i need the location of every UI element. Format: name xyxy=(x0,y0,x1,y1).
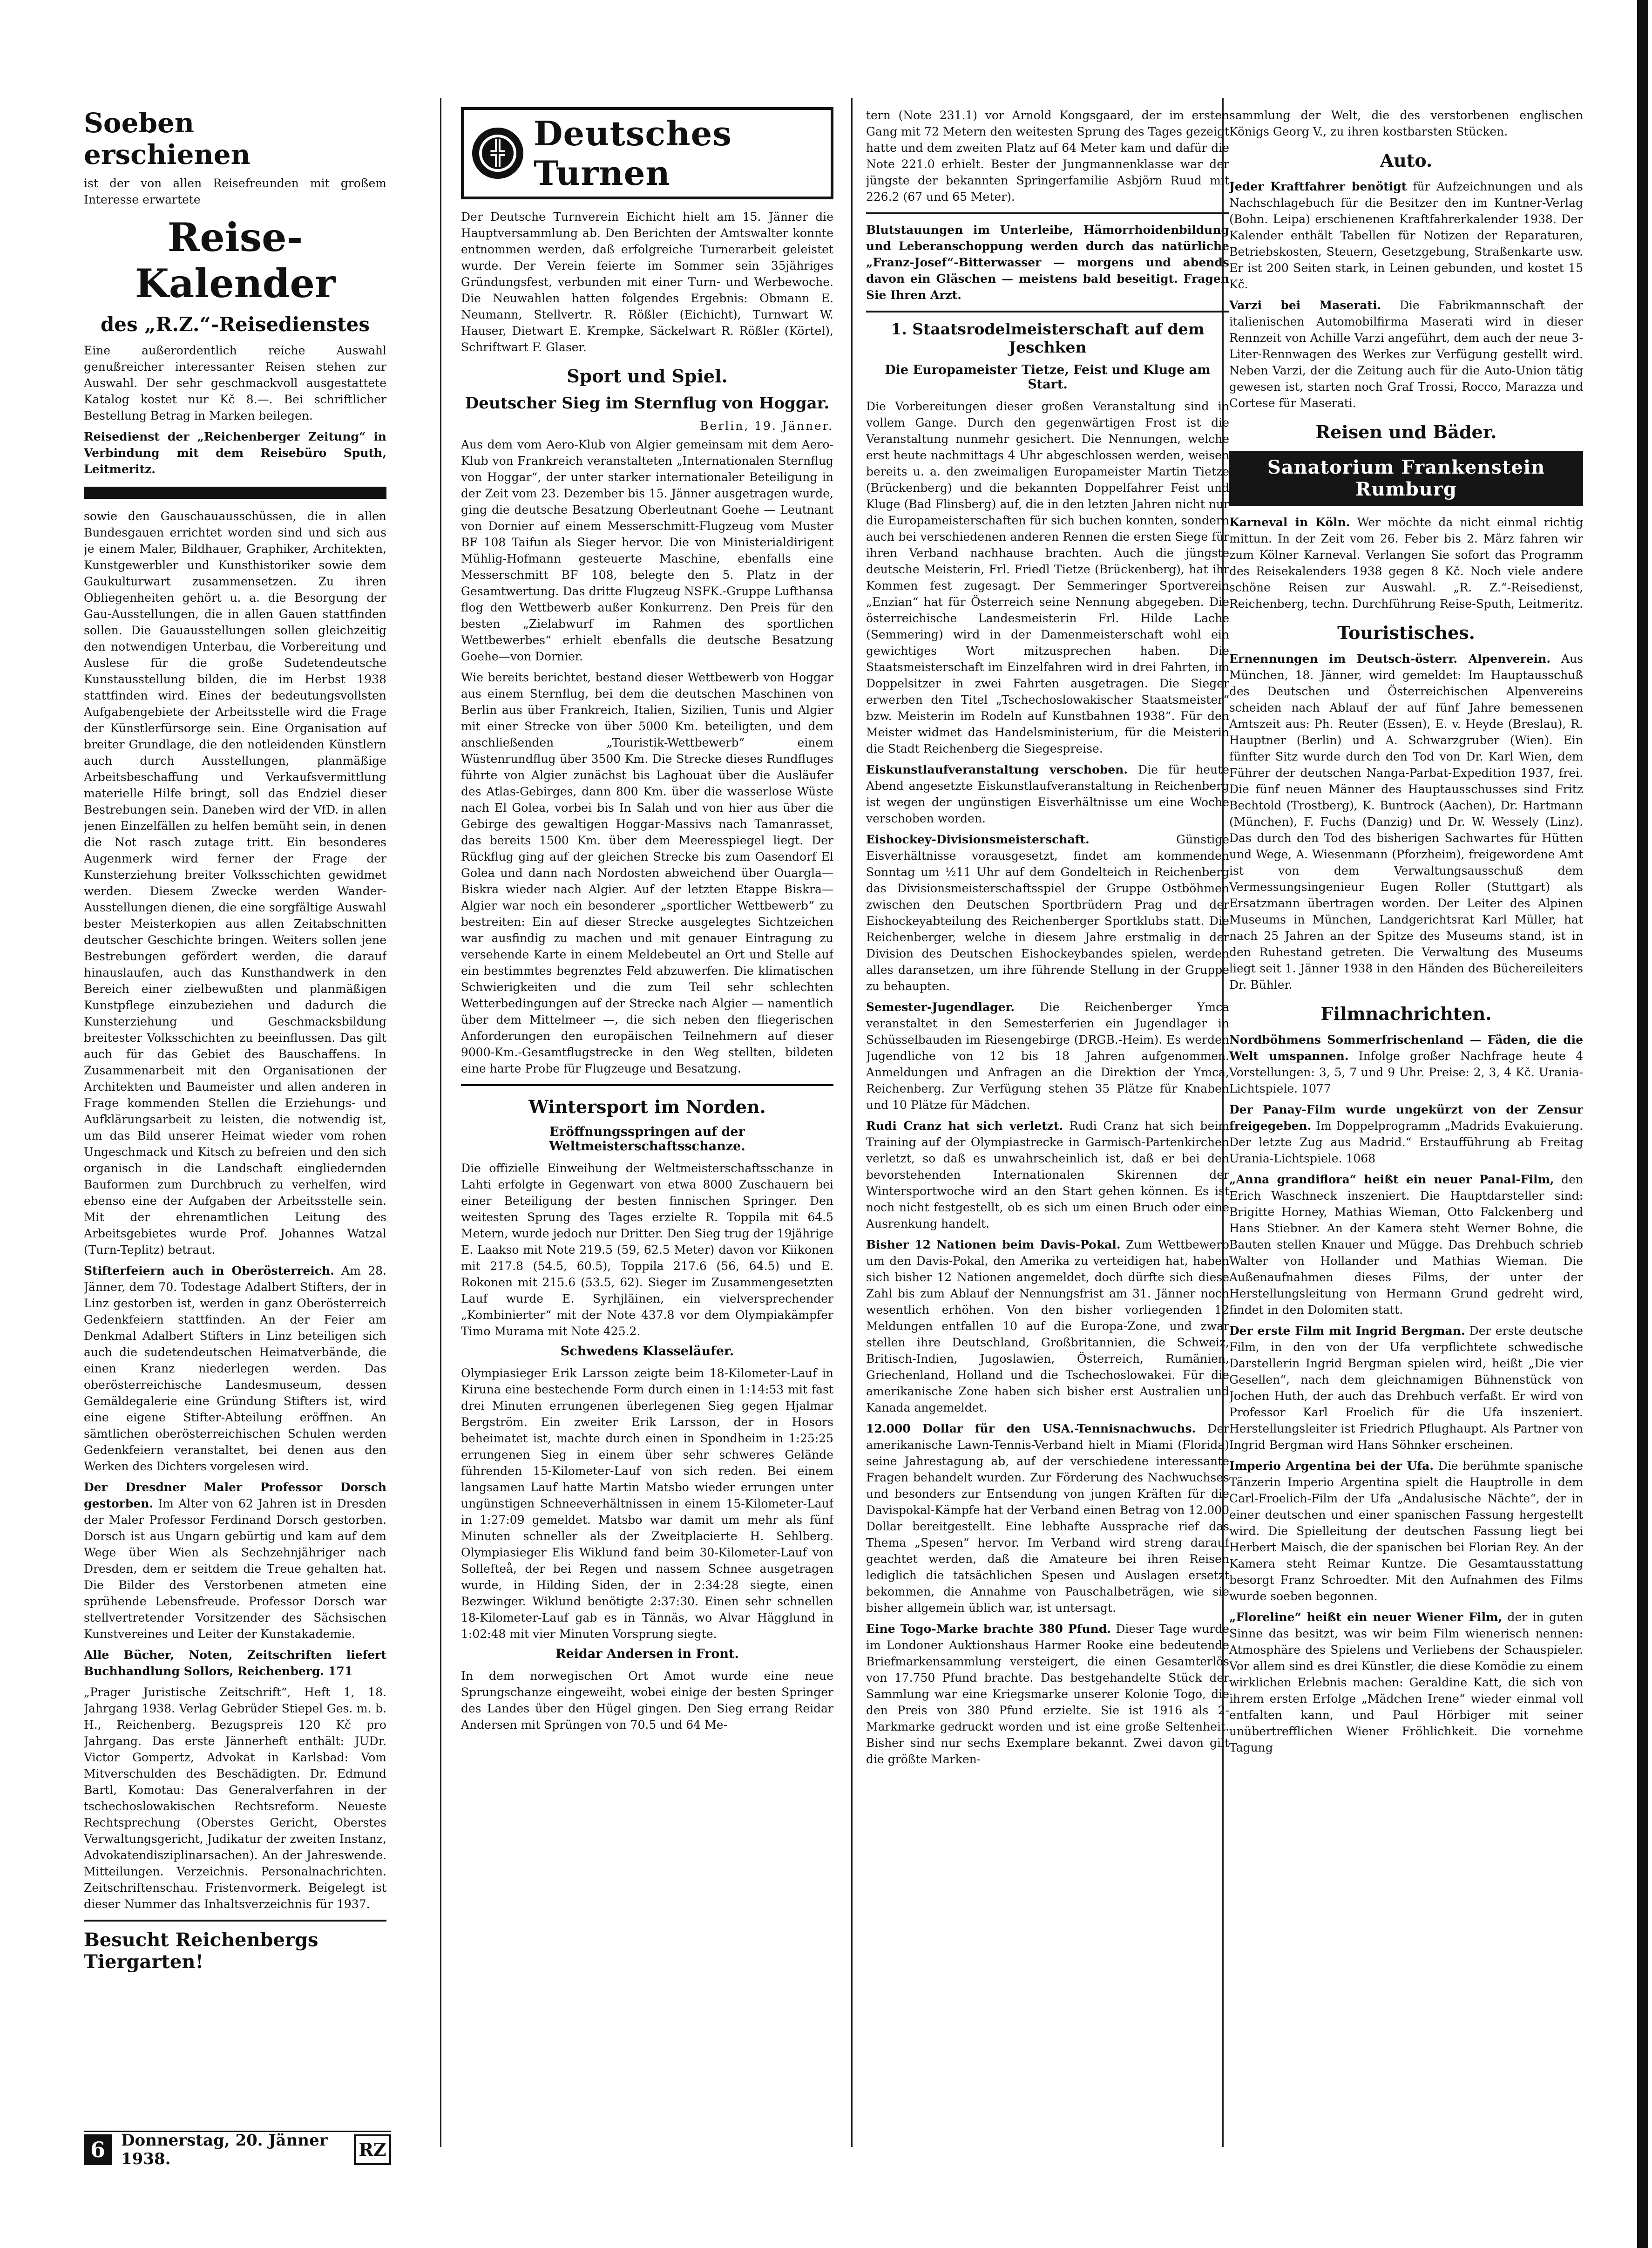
film-news-5-body: Die berühmte spanische Tänzerin Imperio Argentina spielt die Hauptrolle in dem Carl-Froelich-Film der Ufa „Andalusische Nächte“, der in einer deutschen und einer spanischen Fassung hergestellt wird. Die Spielleitung der deutschen Fassung liegt bei Herbert Maisch, die der spanischen bei Florian Rey. An der Kamera steht Reimar Kuntze. Die Gesamtausstattung besorgt Franz Schroedter. Mit den Aufnahmen des Films wurde soeben begonnen. xyxy=(1229,1459,1583,1603)
film-news-5-heading: Imperio Argentina bei der Ufa. xyxy=(1229,1459,1434,1473)
news-varzi-heading: Varzi bei Maserati. xyxy=(1229,299,1381,312)
separator-bar xyxy=(84,487,386,499)
film-news-3-heading: „Anna grandiflora“ heißt ein neuer Panal-Film, xyxy=(1229,1173,1554,1186)
section-title-film: Filmnachrichten. xyxy=(1320,1003,1492,1024)
column-rule xyxy=(851,98,853,2147)
issue-date: Donnerstag, 20. Jänner 1938. xyxy=(121,2131,328,2168)
headline-rodel: 1. Staatsrodelmeisterschaft auf dem Jeschken xyxy=(891,320,1205,356)
film-news-2-heading: Der Panay-Film wurde ungekürzt von der Zensur freigegeben. xyxy=(1229,1103,1583,1133)
headline-sternflug: Deutscher Sieg im Sternflug von Hoggar. xyxy=(465,394,830,413)
news-eiskunstlauf-body: Die für heute Abend angesetzte Eiskunstlaufveranstaltung in Reichenberg ist wegen der ungünstigen Eisverhältnisse um eine Woche verschoben worden. xyxy=(866,763,1229,825)
news-cranz-body: Rudi Cranz hat sich beim Training auf der Olympiastrecke in Garmisch-Partenkirchen verletzt, so daß es unwahrscheinlich ist, daß er bei den bevorstehenden Internationalen Skirennen der Wintersportwoche wird an den Start gehen können. Es ist noch nicht festgestellt, ob es sich um einen Bruch oder eine Ausrenkung handelt. xyxy=(866,1119,1229,1230)
news-eishockey-body: Günstige Eisverhältnisse vorausgesetzt, findet am kommenden Sonntag um ½11 Uhr auf dem Gondelteich in Reichenberg das Divisionsmeisterschaftsspiel der Gruppe Ostböhmen zwischen den Deutschen Sportbrüdern Prag und der Eishockeyabteilung des Reichenberger Sportklubs statt. Die Reichenberger, welche in diesem Jahre erstmalig in der Division des Deutschen Eishockeybandes spielen, werden alles daransetzen, um ihre führende Stellung in der Gruppe zu behaupten. xyxy=(866,833,1229,993)
ad-title: Reise-Kalender xyxy=(135,214,336,306)
ad-intro: ist der von allen Reisefreunden mit großem Interesse erwartete xyxy=(84,177,386,206)
separator-line xyxy=(866,311,1229,312)
news-karneval-heading: Karneval in Köln. xyxy=(1229,516,1350,529)
ad-heading-erschienen: erschienen xyxy=(84,139,251,170)
news-karneval-body: Wer möchte da nicht einmal richtig mittun. In der Zeit vom 26. Feber bis 2. März fahren wir zum Kölner Karneval. Verlangen Sie sofort das Programm des Reisekalenders 1938 gegen 8 Kč. Noch viele andere schöne Reisen zur Auswahl. „R. Z.“-Reisedienst, Reichenberg, techn. Durchführung Reise-Sputh, Leitmeritz. xyxy=(1229,516,1583,611)
column-3 xyxy=(866,107,1229,2203)
column-1 xyxy=(84,107,386,2119)
article-lahti: Die offizielle Einweihung der Weltmeisterschaftsschanze in Lahti erfolgte in Gegenwart von etwa 8000 Zuschauern bei einer Beteiligung der besten finnischen Springer. Den weitesten Sprung des Tages erzielte R. Toppila mit 64.5 Metern, wurde jedoch nur Dritter. Den Sieg trug der 19jährige E. Laakso mit Note 219.5 (59, 62.5 Meter) davon vor Kiikonen mit 217.8 (54.5, 60.5), Toppila 217.6 (56, 64.5) und E. Rokonen mit 215.6 (53.5, 62). Sieger im Zusammengesetzten Lauf wurde E. Syrhjläinen, ein vielversprechender „Kombinierter“ mit der Note 437.8 vor dem Olympiakämpfer Timo Murama mit Note 425.2. xyxy=(461,1161,833,1338)
news-varzi-body: Die Fabrikmannschaft der italienischen Automobilfirma Maserati wird in dieser Rennzeit von Achille Varzi angeführt, dem auch der neue 3-Liter-Rennwagen des Werkes zur Verfügung gestellt wird. Neben Varzi, der die Zeitung auch für die Auto-Union tätig gewesen ist, starten noch Graf Trossi, Rocco, Marazza und Cortese für Maserati. xyxy=(1229,299,1583,410)
news-togo-heading: Eine Togo-Marke brachte 380 Pfund. xyxy=(866,1622,1111,1636)
article-togo-cont: sammlung der Welt, die des verstorbenen englischen Königs Georg V., zu ihren kostbarsten Stücken. xyxy=(1229,109,1583,138)
ad-heading-soeben: Soeben xyxy=(84,107,195,139)
news-jugendlager-body: Die Reichenberger Ymca veranstaltet in den Semesterferien ein Jugendlager in Schüsselbauden im Riesengebirge (DRGB.-Heim). Es werden Jugendliche von 12 bis 18 Jahren aufgenommen. Anmeldungen und Anfragen an die Direktion der Ymca, Reichenberg. Zur Verfügung stehen 35 Plätze für Knaben und 10 Plätze für Mädchen. xyxy=(866,1000,1229,1112)
notice-juristische-zeitschrift: „Prager Juristische Zeitschrift“, Heft 1, 18. Jahrgang 1938. Verlag Gebrüder Stiepel Ges. m. b. H., Reichenberg. Bezugspreis 120 Kč pro Jahrgang. Das erste Jännerheft enthält: JUDr. Victor Gompertz, Advokat in Karlsbad: Vom Mitverschulden des Beschädigten. Dr. Edmund Bartl, Komotau: Das Generalverfahren in der tschechoslowakischen Rechtsreform. Neueste Rechtsprechung (Oberstes Gericht, Oberstes Verwaltungsgericht, Judikatur der zweiten Instanz, Advokatendisziplinarsachen). An der Jahreswende. Mitteilungen. Verzeichnis. Personalnachrichten. Zeitschriftenschau. Fristenvormerk. Beigelegt ist dieser Nummer das Inhaltsverzeichnis für 1937. xyxy=(84,1685,386,1911)
article-sternflug-1: Aus dem vom Aero-Klub von Algier gemeinsam mit dem Aero-Klub von Frankreich veranstalteten „Internationalen Sternflug von Hoggar“, der unter starker internationaler Beteiligung in der Zeit vom 23. Dezember bis 15. Jänner ausgetragen wurde, ging die deutsche Besatzung Oberleutnant Goehe — Leutnant von Dornier auf einem Messerschmitt-Flugzeug vom Muster BF 108 Taifun als Sieger hervor. Die von Ministerialdirigent Mühlig-Hofmann gesteuerte Maschine, ebenfalls eine Messerschmitt BF 108, belegte den 5. Platz in der Gesamtwertung. Das dritte Flugzeug NSFK.-Gruppe Lufthansa flog den Wettbewerb außer Konkurrenz. Den Preis für den besten „Zielabwurf im Rahmen des sportlichen Wettbewerbes“ erhielt ebenfalls die deutsche Besatzung Goehe—von Dornier. xyxy=(461,438,833,663)
headline-wintersport: Wintersport im Norden. xyxy=(528,1096,766,1117)
film-news-1-body: Infolge großer Nachfrage heute 4 Vorstellungen: 3, 5, 7 und 9 Uhr. Preise: 2, 3, 4 Kč. Urania-Lichtspiele. 1077 xyxy=(1229,1049,1583,1095)
ad-body: Eine außerordentlich reiche Auswahl genußreicher interessanter Reisen stehen zur Auswahl. Der sehr geschmackvoll ausgestattete Katalog kostet nur Kč 8.—. Bei schriftlicher Bestellung Betrag in Marken beilegen. xyxy=(84,344,386,422)
news-eishockey-heading: Eishockey-Divisionsmeisterschaft. xyxy=(866,833,1090,846)
section-title-auto: Auto. xyxy=(1380,150,1433,171)
subhead-eroeffnungsspringen: Eröffnungsspringen auf der Weltmeisterschaftsschanze. xyxy=(549,1125,745,1154)
page-number: 6 xyxy=(84,2134,112,2165)
film-news-3-body: den Erich Waschneck inszeniert. Die Hauptdarsteller sind: Brigitte Horney, Mathias Wieman, Otto Falckenberg und Hans Stiebner. An der Kamera steht Werner Bohne, die Bauten stellen Knauer und Mügge. Das Drehbuch schrieb Walter von Hollander und Mathias Wieman. Die Außenaufnahmen dieses Films, der unter der Herstellungsleitung von Hermann Grund gedreht wird, findet in den Dolomiten statt. xyxy=(1229,1173,1583,1317)
film-news-1-heading: Nordböhmens Sommerfrischenland — Fäden, die die Welt umspannen. xyxy=(1229,1033,1583,1063)
article-rodel: Die Vorbereitungen dieser großen Veranstaltung sind in vollem Gange. Durch den gegenwärtigen Frost ist die Veranstaltung nunmehr gesichert. Die Nennungen, welche erst heute nachmittags 4 Uhr abgeschlossen werden, weisen bereits u. a. den zweimaligen Europameister Martin Tietze (Brückenberg) und die bekannten Doppelfahrer Feist und Kluge (Bad Flinsberg) auf, die in den letzten Jahren nicht nur die Europameisterschaften für sich buchen konnten, sondern auch bei verschiedenen anderen Rennen die ersten Siege für ihren Verband nachhause brachten. Auch die jüngste deutsche Meisterin, Frl. Friedl Tietze (Brückenberg), hat ihr Kommen fest zugesagt. Der Semmeringer Sportverein „Enzian“ hat für Österreich seine Nennung abgegeben. Die österreichische Landesmeisterin Frl. Hilde Lache (Semmering) wird in der Damenmeisterschaft wohl ein gewichtiges Wort mitzusprechen haben. Die Staatsmeisterschaft im Einzelfahren wird in drei Fahrten, im Doppelsitzer in zwei Fahrten ausgetragen. Die Sieger erwerben den Titel „Tschechoslowakischer Staatsmeister“ bzw. Meisterin im Rodeln auf Kunstbahnen 1938“. Für den Meister widmet das Handelsministerium, für die Meisterin die Stadt Reichenberg die Siegespreise. xyxy=(866,400,1229,755)
ad-sanatorium: Sanatorium Frankenstein Rumburg xyxy=(1229,451,1583,506)
section-title-turnen: Deutsches Turnen xyxy=(534,114,732,193)
news-davis-pokal-heading: Bisher 12 Nationen beim Davis-Pokal. xyxy=(866,1238,1121,1251)
article-kunst: sowie den Gauschauausschüssen, die in allen Bundesgauen errichtet worden sind und sich aus je einem Maler, Bildhauer, Graphiker, Architekten, Kunstgewerbler und Kunsthistoriker sowie dem Gaukulturwart zusammensetzen. Zu ihren Obliegenheiten gehört u. a. die Besorgung der Gau-Ausstellungen, die in allen Gauen stattfinden sollen. Die Gauausstellungen sollen gleichzeitig den notwendigen Unterbau, die Vorbereitung und Auslese für die große Sudetendeutsche Kunstausstellung bilden, die im Herbst 1938 stattfinden wird. Eines der bedeutungsvollsten Aufgabengebiete der Arbeitsstelle wird die Frage der Künstlerfürsorge sein. Eine Organisation auf breiter Grundlage, die den notleidenden Künstlern auch durch Ausstellungen, planmäßige Arbeitsbeschaffung und Verkaufsvermittlung materielle Hilfe bringt, soll das Endziel dieser Bestrebungen sein. Daneben wird der VfD. in allen jenen Einzelfällen zu helfen bemüht sein, in denen die Not rasch zutage tritt. Ein besonderes Augenmerk wird ferner der Frage der Kunsterziehung breiter Volksschichten gewidmet werden. Diesem Zwecke werden Wander-Ausstellungen dienen, die eine sorgfältige Auswahl bester Meisterkopien aus allen Zeitabschnitten deutscher Geschichte bringen. Weiters sollen jene Bestrebungen gefördert werden, die darauf hinauslaufen, auch das Kunsthandwerk in den Bereich einer zielbewußten und planmäßigen Kunstpflege einzubeziehen und dadurch die Kunsterziehung und Geschmacksbildung breitester Volksschichten zu beeinflussen. Das gilt auch für das Gebiet des Bauschaffens. In Zusammenarbeit mit den Organisationen der Architekten und Baumeister und allen anderen in Frage kommenden Stellen die Erziehungs- und Aufklärungsarbeit zu leisten, die notwendig ist, um das Bild unserer Heimat wieder vom rohen Ungeschmack und Kitsch zu befreien und den sich organisch in die Landschaft eingliedernden Bauformen zum Durchbruch zu verhelfen, wird ebenso eine der Aufgaben der Arbeitsstelle sein. Mit der ehrenamtlichen Leitung des Arbeitsgebietes wurde Prof. Johannes Watzal (Turn-Teplitz) betraut. xyxy=(84,509,386,1256)
section-title-reisen: Reisen und Bäder. xyxy=(1315,421,1497,442)
article-andersen-cont: tern (Note 231.1) vor Arnold Kongsgaard, der im ersten Gang mit 72 Metern den weitesten Sprung des Tages gezeigt hatte und dem zweiten Platz auf 64 Meter kam und dafür die Note 221.0 erhielt. Bester der Jungmannenklasse war der jüngste der bekannten Springerfamilie Asbjörn Ruud mit 226.2 (67 und 65 Meter). xyxy=(866,109,1229,204)
article-turnverein: Der Deutsche Turnverein Eichicht hielt am 15. Jänner die Hauptversammlung ab. Den Berichten der Amtswalter konnte entnommen werden, daß erfolgreiche Turnerarbeit geleistet wurde. Der Verein feierte im Sommer sein 35jähriges Gründungsfest, verbunden mit einer Turn- und Werbewoche. Die Neuwahlen hatten folgendes Ergebnis: Obmann E. Neumann, Stellvertr. R. Rößler (Eichicht), Turnwart W. Hauser, Dietwart E. Krempke, Säckelwart R. Rößler (Körtel), Schriftwart F. Glaser. xyxy=(461,210,833,354)
turnerkreuz-icon xyxy=(472,128,523,179)
rz-logo: RZ xyxy=(354,2134,391,2165)
separator-line xyxy=(866,212,1229,214)
news-cranz-heading: Rudi Cranz hat sich verletzt. xyxy=(866,1119,1063,1133)
news-jugendlager-heading: Semester-Jugendlager. xyxy=(866,1000,1015,1014)
ad-tiergarten: Besucht Reichenbergs Tiergarten! xyxy=(84,1929,318,1973)
news-alpenverein-body: Aus München, 18. Jänner, wird gemeldet: Im Hauptausschuß des Deutschen und Österreichischen Alpenvereins scheiden nach Ablauf der auf fünf Jahre bemessenen Amtszeit aus: Ph. Reuter (Essen), E. v. Heyde (Breslau), R. Hauptner (Berlin) und A. Schwarzgruber (Wien). Ein fünfter Sitz wurde durch den Tod von Dr. Karl Wien, dem Führer der deutschen Nanga-Parbat-Expedition 1937, frei. Die fünf neuen Männer des Hauptausschusses sind Fritz Bechtold (Trostberg), K. Buntrock (Aachen), Dr. Hartmann (München), F. Fuchs (Danzig) und Dr. W. Wessely (Linz). Das durch den Tod des bisherigen Sachwartes für Hütten und Wege, A. Wiesenmann (Pforzheim), freigewordene Amt ist von dem Verwaltungsausschuß dem Vermessungsingenieur Eugen Roller (Stuttgart) als Ersatzmann übertragen worden. Der Leiter des Alpinen Museums in München, Landgerichtsrat Karl Müller, hat nach 25 Jahren an der Spitze des Museums stand, ist in den Ruhestand getreten. Die Verwaltung des Museums liegt seit 1. Jänner 1938 in den Händen des Büchereileiters Dr. Bühler. xyxy=(1229,652,1583,992)
section-banner-turnen xyxy=(461,107,833,199)
article-andersen: In dem norwegischen Ort Amot wurde eine neue Sprungschanze eingeweiht, wobei einige der besten Springer des Landes über den Hügel gingen. Den Sieg errang Reidar Andersen mit Sprüngen von 70.5 und 64 Me- xyxy=(461,1669,833,1732)
article-dorsch-body: Im Alter von 62 Jahren ist in Dresden der Maler Professor Ferdinand Dorsch gestorben. Dorsch ist aus Ungarn gebürtig und kam auf dem Wege über Wien als Sechzehnjähriger nach Dresden, dem er seitdem die Treue gehalten hat. Die Bilder des Verstorbenen atmeten eine sprühende Lebensfreude. Professor Dorsch war stellvertretender Vorsitzender des Sächsischen Kunstvereines und Leiter der Kunstakademie. xyxy=(84,1497,386,1641)
subhead-rodel: Die Europameister Tietze, Feist und Kluge am Start. xyxy=(885,363,1211,392)
news-alpenverein-heading: Ernennungen im Deutsch-österr. Alpenverein. xyxy=(1229,652,1551,666)
news-tennis-heading: 12.000 Dollar für den USA.-Tennisnachwuchs. xyxy=(866,1422,1196,1435)
film-news-2-body: Im Doppelprogramm „Madrids Evakuierung. Der letzte Zug aus Madrid.“ Erstaufführung ab Freitag Urania-Lichtspiele. 1068 xyxy=(1229,1119,1583,1165)
article-larsson: Olympiasieger Erik Larsson zeigte beim 18-Kilometer-Lauf in Kiruna eine bestechende Form durch einen in 1:14:53 mit fast drei Minuten errungenen überlegenen Sieg gegen Hjalmar Bergström. Ein zweiter Erik Larsson, der in Hosors beheimatet ist, machte durch einen in Spondheim in 1:25:25 errungenen Sieg in einem über sehr schweres Gelände führenden 15-Kilometer-Lauf von sich reden. Bei einem langsamen Lauf hatte Martin Matsbo wieder errungen unter ungünstigen Schneeverhältnissen in einem 15-Kilometer-Lauf in 1:27:09 gemeldet. Matsbo war damit um mehr als fünf Minuten schneller als der Zweitplacierte H. Sehlberg. Olympiasieger Elis Wiklund fand beim 30-Kilometer-Lauf von Sollefteå, der bei Regen und nassem Schnee ausgetragen wurde, in Hilding Siden, der in 2:34:28 siegte, einen Bezwinger. Wiklund benötigte 2:37:30. Einen sehr schnellen 18-Kilometer-Lauf gab es in Tännäs, wo Alvar Hägglund in 1:02:48 mit vier Minuten Vorsprung siegte. xyxy=(461,1366,833,1641)
film-news-6-heading: „Floreline“ heißt ein neuer Wiener Film, xyxy=(1229,1610,1503,1624)
separator-line xyxy=(84,1920,386,1922)
ad-franz-josef: Blutstauungen im Unterleibe, Hämorrhoidenbildung und Leberanschoppung werden durch das natürliche „Franz-Josef“-Bitterwasser — morgens und abends davon ein Gläschen — meistens bald beseitigt. Fragen Sie Ihren Arzt. xyxy=(866,223,1229,302)
scan-edge-bar xyxy=(1637,0,1648,2248)
ad-reisekalender xyxy=(84,107,386,477)
news-davis-pokal-body: Zum Wettbewerb um den Davis-Pokal, den Amerika zu verteidigen hat, haben sich bisher 12 Nationen angemeldet, doch dürfte sich diese Zahl bis zum Ablauf der Nennungsfrist am 31. Jänner noch wesentlich erhöhen. Von den bisher vorliegenden 12 Meldungen entfallen 10 auf die Europa-Zone, und zwar stellen ihre Deutschland, Großbritannien, die Schweiz, Britisch-Indien, Jugoslawien, Österreich, Rumänien, Griechenland, Holland und die Tschechoslowakei. Für die amerikanische Zone haben sich bisher erst Australien und Kanada angemeldet. xyxy=(866,1238,1229,1414)
ad-footer: Reisedienst der „Reichenberger Zeitung“ in Verbindung mit dem Reisebüro Sputh, Leitmeritz. xyxy=(84,430,386,476)
section-title-touristisches: Touristisches. xyxy=(1337,622,1475,643)
subhead-andersen: Reidar Andersen in Front. xyxy=(555,1647,739,1661)
separator-line xyxy=(461,1084,833,1086)
film-news-4-heading: Der erste Film mit Ingrid Bergman. xyxy=(1229,1324,1465,1338)
news-kraftfahrer-body: für Aufzeichnungen und als Nachschlagebuch für die Besitzer den im Kuntner-Verlag (Bohn. Leipa) erschienenen Kraftfahrerkalender 1938. Der Kalender enthält Tabellen für Notizen der Reparaturen, Betriebskosten, Steuern, Gesetzgebung, Straßenkarte usw. Er ist 200 Seiten stark, in Leinen gebunden, und kostet 15 Kč. xyxy=(1229,180,1583,291)
article-stifter-heading: Stifterfeiern auch in Oberösterreich. xyxy=(84,1264,334,1277)
article-dorsch-heading: Der Dresdner Maler Professor Dorsch gestorben. xyxy=(84,1481,386,1510)
film-news-6-body: der in guten Sinne das besitzt, was wir beim Film wienerisch nennen: Atmosphäre des Spielens und Verliebens der Schauspieler. Vor allem sind es drei Künstler, die diese Komödie zu einem wirklichen Erlebnis machen: Geraldine Katt, die sich von ihrem ersten Erfolge „Mädchen Irene“ wieder einmal voll entfalten kann, und Paul Hörbiger mit seiner unübertrefflichen Wiener Fröhlichkeit. Die vornehme Tagung xyxy=(1229,1610,1583,1754)
column-4 xyxy=(1229,107,1583,2203)
news-tennis-body: Der amerikanische Lawn-Tennis-Verband hielt in Miami (Florida) seine Jahrestagung ab, auf der verschiedene interessante Fragen behandelt wurden. Zur Förderung des Nachwuchses und besonders zur Entsendung von jungen Kräften für die Davispokal-Kämpfe hat der Verband einen Betrag von 12.000 Dollar bereitgestellt. Eine lebhafte Aussprache rief das Thema „Spesen“ hervor. Im Verband wird streng darauf geachtet werden, daß die Amateure bei ihren Reisen lediglich die tatsächlichen Spesen und Auslagen ersetzt bekommen, die Annahme von Pauschalbeträgen, wie sie bisher allgemein üblich war, ist untersagt. xyxy=(866,1422,1229,1615)
page-footer xyxy=(84,2131,391,2167)
section-title-sport: Sport und Spiel. xyxy=(567,366,728,387)
subhead-klasselaeufer: Schwedens Klasseläufer. xyxy=(560,1344,734,1358)
news-kraftfahrer-heading: Jeder Kraftfahrer benötigt xyxy=(1229,180,1407,193)
notice-sollors: Alle Bücher, Noten, Zeitschriften liefert Buchhandlung Sollors, Reichenberg. 171 xyxy=(84,1648,386,1678)
article-stifter-body: Am 28. Jänner, dem 70. Todestage Adalbert Stifters, der in Linz gestorben ist, werden in ganz Oberösterreich Gedenkfeiern stattfinden. An der Feier am Denkmal Adalbert Stifters in Linz beteiligen sich auch die sudetendeutschen Heimatverbände, die einen Kranz niederlegen werden. Das oberösterreichische Landesmuseum, dessen Gemäldegalerie eine Gründung Stifters ist, wird eine eigene Stifter-Abteilung eröffnen. An sämtlichen oberösterreichischen Schulen werden Gedenkfeiern veranstaltet, bei denen aus den Werken des Dichters vorgelesen wird. xyxy=(84,1264,386,1473)
dateline: Berlin, 19. Jänner. xyxy=(700,419,833,433)
news-togo-body: Dieser Tage wurde im Londoner Auktionshaus Harmer Rooke eine bedeutende Briefmarkensammlung versteigert, die einen Gesamterlös von 17.750 Pfund brachte. Das bestgehandelte Stück der Sammlung war eine Kriegsmarke unserer Kolonie Togo, die den Preis von 380 Pfund erzielte. Sie ist 1916 als 2-Markmarke gedruckt worden und ist eine große Seltenheit. Bisher sind nur sechs Exemplare bekannt. Zwei davon gilt die größte Marken- xyxy=(866,1622,1229,1766)
column-rule xyxy=(440,98,441,2147)
film-news-4-body: Der erste deutsche Film, in den von der Ufa verpflichtete schwedische Darstellerin Ingrid Bergman spielen wird, heißt „Die vier Gesellen“, nach dem gleichnamigen Bühnenstück von Jochen Huth, der auch das Drehbuch verfaßt. Er wird von Professor Karl Froelich für die Ufa inszeniert. Herstellungsleiter ist Friedrich Pflughaupt. Als Partner von Ingrid Bergman wird Hans Söhnker erscheinen. xyxy=(1229,1324,1583,1452)
column-2 xyxy=(461,107,833,2203)
article-sternflug-2: Wie bereits berichtet, bestand dieser Wettbewerb von Hoggar aus einem Sternflug, bei dem die deutschen Maschinen von Berlin aus über Frankreich, Italien, Sizilien, Tunis und Algier mit einer Strecke von über 5000 Km. beteiligten, und dem anschließenden „Touristik-Wettbewerb“ einem Wüstenrundflug über 3500 Km. Die Strecke dieses Rundfluges führte von Algier zunächst bis Laghouat über die Ausläufer des Atlas-Gebirges, dann 800 Km. über die wasserlose Wüste nach El Golea, vorbei bis In Salah und von hier aus über die Gebirge des gewaltigen Hoggar-Massivs nach Tamanrasset, das bereits 1500 Km. über dem Meeresspiegel liegt. Der Rückflug ging auf der gleichen Strecke bis zum Oasendorf El Golea und dann nach Nordosten abweichend über Ouargla—Biskra wieder nach Algier. Auf der letzten Etappe Biskra—Algier war noch ein besonderer „sportlicher Wettbewerb“ zu bestreiten: Ein auf dieser Strecke ausgelegtes Sichtzeichen war ausfindig zu machen und mit genauer Eintragung zu versehende Karte in einem Meldebeutel an Ort und Stelle auf ein bestimmtes begrenztes Feld abzuwerfen. Die klimatischen Schwierigkeiten und die zum Teil sehr schlechten Wetterbedingungen auf der Strecke nach Algier — namentlich über dem Mittelmeer —, die sich neben den fliegerischen Anforderungen den europäischen Teilnehmern auf dieser 9000-Km.-Gesamtflugstrecke in den Weg stellten, bildeten eine harte Probe für Flugzeuge und Besatzung. xyxy=(461,671,833,1075)
ad-subtitle: des „R.Z.“-Reisedienstes xyxy=(100,313,370,336)
news-eiskunstlauf-heading: Eiskunstlaufveranstaltung verschoben. xyxy=(866,763,1128,776)
